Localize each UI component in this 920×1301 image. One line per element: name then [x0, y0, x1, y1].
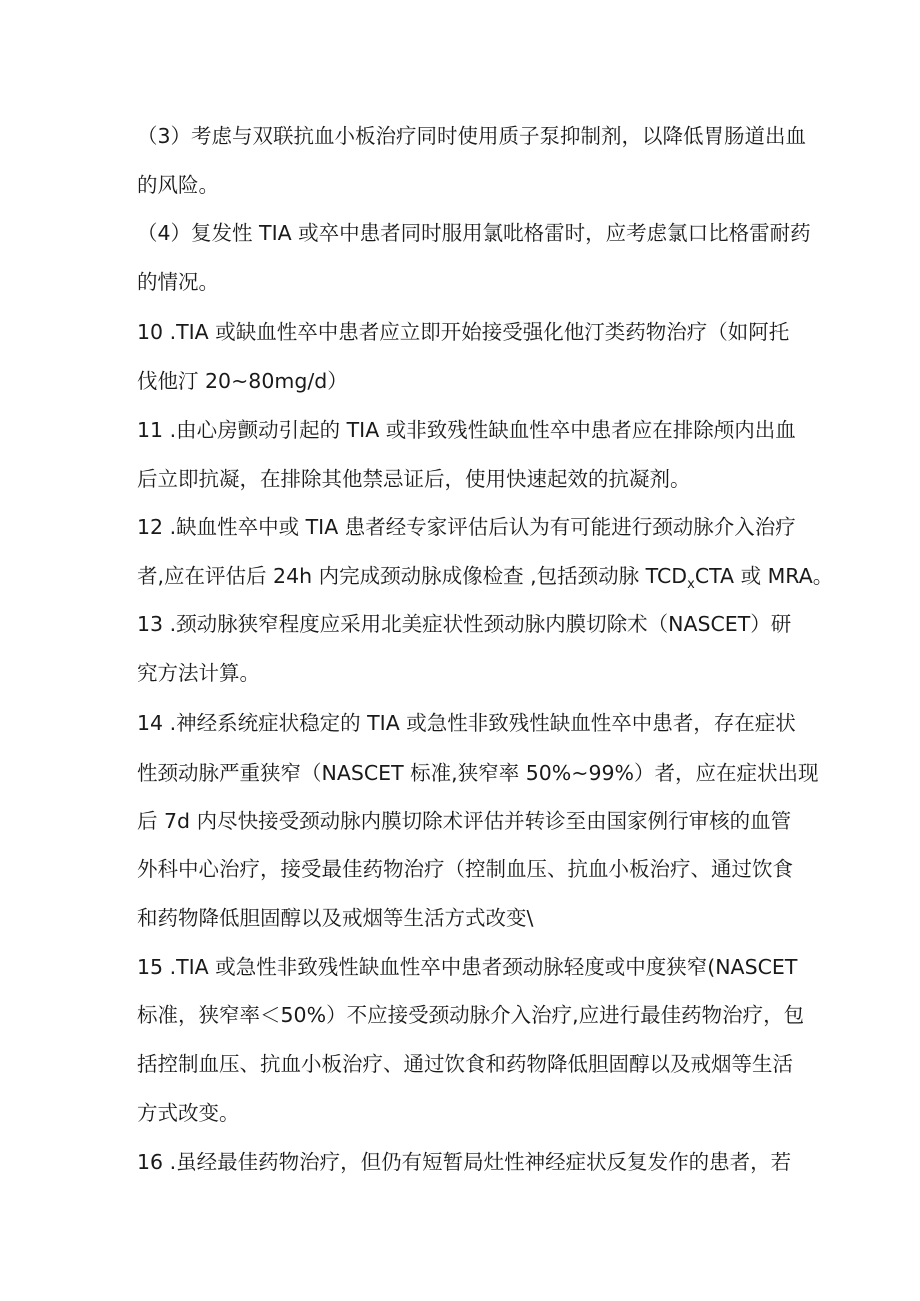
text-segment: 者,应在评估后 24h 内完成颈动脉成像检查 ,包括颈动脉 TCD [137, 564, 688, 588]
text-line: 究方法计算。 [137, 661, 260, 685]
text-line: 后 7d 内尽快接受颈动脉内膜切除术评估并转诊至由国家例行审核的血管 [137, 809, 792, 833]
text-line: 14 .神经系统症状稳定的 TIA 或急性非致残性缺血性卒中患者，存在症状 [137, 711, 796, 735]
text-line: 标准，狭窄率＜50%）不应接受颈动脉介入治疗,应进行最佳药物治疗，包 [137, 1003, 805, 1027]
text-line: 外科中心治疗，接受最佳药物治疗（控制血压、抗血小板治疗、通过饮食 [137, 857, 793, 881]
text-line: 16 .虽经最佳药物治疗，但仍有短暂局灶性神经症状反复发作的患者，若 [137, 1150, 792, 1174]
text-line: 后立即抗凝，在排除其他禁忌证后，使用快速起效的抗凝剂。 [137, 467, 691, 491]
text-line: 11 .由心房颤动引起的 TIA 或非致残性缺血性卒中患者应在排除颅内出血 [137, 418, 796, 442]
text-line: 10 .TIA 或缺血性卒中患者应立即开始接受强化他汀类药物治疗（如阿托 [137, 320, 790, 344]
text-line: 12 .缺血性卒中或 TIA 患者经专家评估后认为有可能进行颈动脉介入治疗 [137, 515, 796, 539]
text-line: 的风险。 [137, 173, 219, 197]
text-line: 方式改变。 [137, 1101, 240, 1125]
text-line: 的情况。 [137, 270, 219, 294]
text-line [137, 561, 834, 600]
subscript: x [687, 577, 695, 592]
text-segment: CTA 或 MRA。 [694, 564, 834, 588]
text-line: 性颈动脉严重狭窄（NASCET 标准,狭窄率 50%~99%）者，应在症状出现 [137, 761, 819, 785]
text-line: 13 .颈动脉狭窄程度应采用北美症状性颈动脉内膜切除术（NASCET）研 [137, 612, 792, 636]
text-line: 伐他汀 20~80mg/d） [137, 369, 348, 393]
text-line: 和药物降低胆固醇以及戒烟等生活方式改变\ [137, 906, 534, 930]
text-line: （3）考虑与双联抗血小板治疗同时使用质子泵抑制剂，以降低胃肠道出血 [137, 124, 807, 148]
text-line: 15 .TIA 或急性非致残性缺血性卒中患者颈动脉轻度或中度狭窄(NASCET [137, 955, 798, 979]
text-line: （4）复发性 TIA 或卒中患者同时服用氯吡格雷时，应考虑氯口比格雷耐药 [137, 221, 811, 245]
text-line: 括控制血压、抗血小板治疗、通过饮食和药物降低胆固醇以及戒烟等生活 [137, 1052, 793, 1076]
